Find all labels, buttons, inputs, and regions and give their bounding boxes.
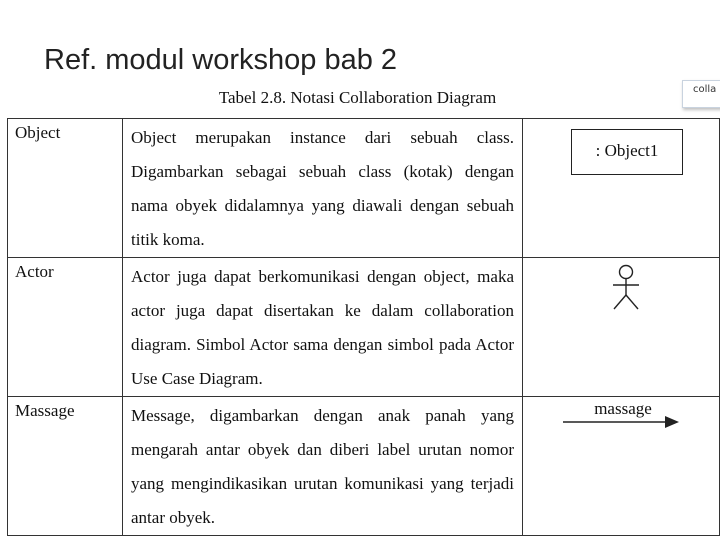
row-description bbox=[123, 258, 523, 397]
table-row-message bbox=[8, 397, 720, 536]
row-description-text: Actor juga dapat berkomunikasi dengan object, maka actor juga dapat disertakan ke dalam collaboration diagram. Simbol Actor sama dengan simbol pada Actor Use Case Diagram. bbox=[131, 267, 514, 388]
row-symbol-cell bbox=[523, 119, 720, 258]
object-box-symbol: : Object1 bbox=[571, 129, 683, 175]
slide-title: Ref. modul workshop bab 2 bbox=[44, 44, 398, 76]
row-description bbox=[123, 397, 523, 536]
table-row-object bbox=[8, 119, 720, 258]
row-symbol-cell bbox=[523, 397, 720, 536]
table-row-actor bbox=[8, 258, 720, 397]
arrow-right-icon bbox=[561, 415, 683, 429]
comment-tag[interactable]: colla bbox=[682, 80, 720, 108]
row-description bbox=[123, 119, 523, 258]
row-name: Actor bbox=[8, 258, 123, 397]
stick-figure-icon bbox=[609, 264, 643, 312]
message-label: massage bbox=[594, 399, 652, 418]
row-name: Object bbox=[8, 119, 123, 258]
table-caption: Tabel 2.8. Notasi Collaboration Diagram bbox=[218, 88, 497, 107]
row-name: Massage bbox=[8, 397, 123, 536]
row-description-text: Message, digambarkan dengan anak panah yang mengarah antar obyek dan diberi label urutan nomor yang mengindikasikan urutan komunikasi yang terjadi antar obyek. bbox=[131, 406, 514, 527]
row-symbol-cell bbox=[523, 258, 720, 397]
row-description-text: Object merupakan instance dari sebuah class. Digambarkan sebagai sebuah class (kotak) dengan nama obyek didalamnya yang diawali dengan sebuah titik koma. bbox=[131, 128, 514, 249]
notation-table bbox=[7, 118, 720, 536]
